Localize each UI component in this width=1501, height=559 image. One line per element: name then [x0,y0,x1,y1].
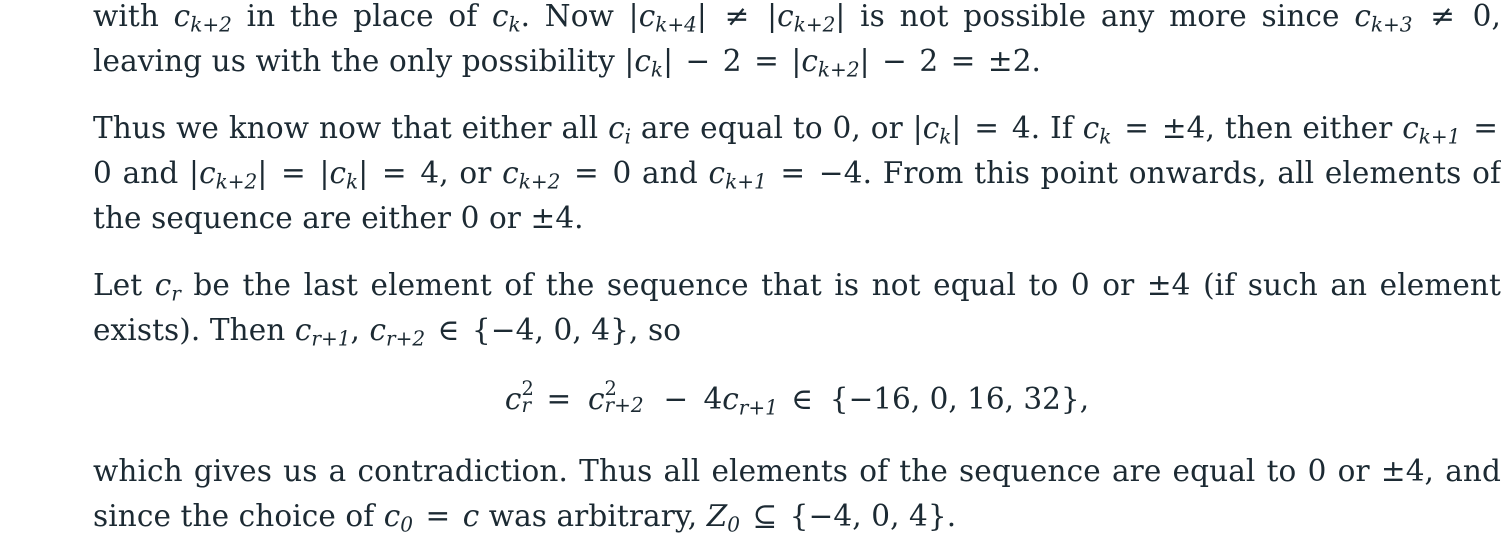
text-column [93,0,1501,539]
paragraph-2: Thus we know now that either all $c_i$ are equal to 0, or $|c_k| = 4$. If $c_k = \pm 4$, then either $c_{k+1} = 0$ and $|c_{k+2}| = |c_k| = 4$, or $c_{k+2} = 0$ and $c_{k+1} = -4$. From this point onwards, all elements of the sequence are either 0 or ±4. [93,111,1501,235]
paragraph-1: with $c_{k+2}$ in the place of $c_k$. Now $|c_{k+4}| \ne |c_{k+2}|$ is not possible any more since $c_{k+3} \ne 0$, leaving us with the only possibility $|c_k| - 2 = |c_{k+2}| - 2 = \pm 2$. [93,0,1501,82]
display-equation: c r 2 = c r+2 2 − $4c_{r+1}$ ∈ {−16, 0, 16, 32}, [504,376,1090,420]
paragraph-3: Let $c_r$ be the last element of the sequence that is not equal to 0 or ±4 (if such an element exists). Then $c_{r+1}$, $c_{r+2}$ ∈ {−4, 0, 4}, so [93,268,1501,351]
paragraph-4: which gives us a contradiction. Thus all elements of the sequence are equal to 0 or ±4, and since the choice of $c_0 = c$ was arbitrary, $Z_0$ ⊆ {−4, 0, 4}. [93,454,1501,537]
